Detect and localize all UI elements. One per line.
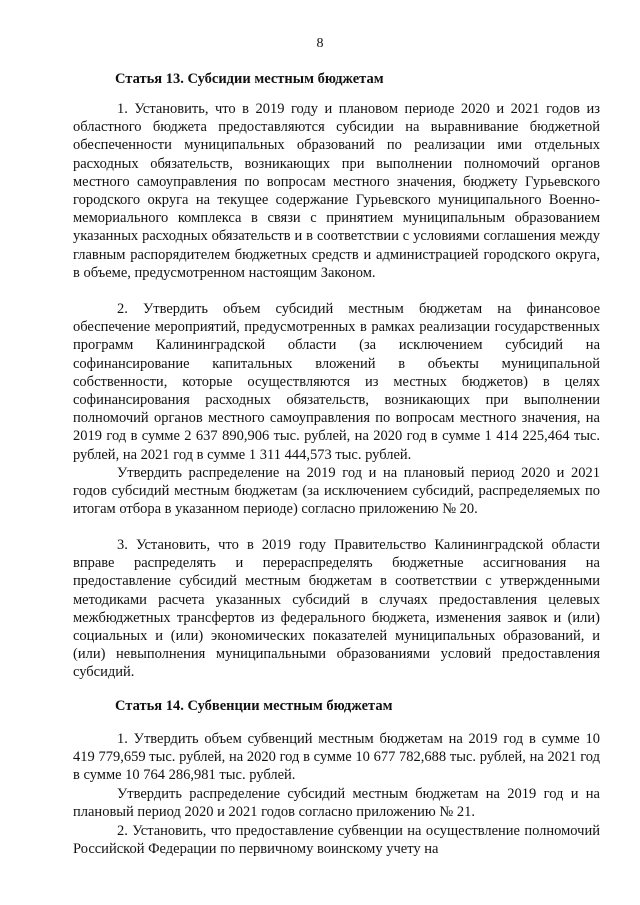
article-13-paragraph-2: 2. Утвердить объем субсидий местным бюджетам на финансовое обеспечение мероприятий, предусмотренных в рамках реализации государственных программ Калининградской области (за исключением субсидий на софинансирование капитальных вложений в объекты муниципальной собственности, которые осуществляются из местных бюджетов) в целях софинансирования расходных обязательств, возникающих при выполнении полномочий органов местного самоуправления по вопросам местного значения, на 2019 год в сумме 2 637 890,906 тыс. рублей, на 2020 год в сумме 1 414 225,464 тыс. рублей, на 2021 год в сумме 1 311 444,573 тыс. рублей.: [73, 301, 600, 463]
article-13-heading: Статья 13. Субсидии местным бюджетам: [115, 71, 384, 87]
article-13-paragraph-3: Утвердить распределение на 2019 год и на плановый период 2020 и 2021 годов субсидий местным бюджетам (за исключением субсидий, распределяемых по итогам отбора в указанном периоде) согласно приложению № 20.: [73, 465, 600, 518]
article-14-paragraph-3: 2. Установить, что предоставление субвенции на осуществление полномочий Российской Федерации по первичному воинскому учету на: [73, 823, 600, 858]
article-13-paragraph-1: 1. Установить, что в 2019 году и плановом периоде 2020 и 2021 годов из областного бюджета предоставляются субсидии на выравнивание бюджетной обеспеченности муниципальных образований по реализации ими отдельных расходных обязательств, возникающих при выполнении полномочий органов местного самоуправления по вопросам местного значения, бюджету Гурьевского городского округа на текущее содержание Гурьевского муниципального Военно-мемориального комплекса в связи с принятием муниципальным образованием указанных расходных обязательств и в соответствии с условиями соглашения между главным распорядителем бюджетных средств и администрацией городского округа, в объеме, предусмотренном настоящим Законом.: [73, 101, 600, 281]
article-14-heading: Статья 14. Субвенции местным бюджетам: [115, 698, 393, 714]
article-13-paragraph-4: 3. Установить, что в 2019 году Правительство Калининградской области вправе распределять и перераспределять бюджетные ассигнования на предоставление субсидий местным бюджетам в соответствии с утвержденными методиками расчета указанных субсидий в случаях предоставления целевых межбюджетных трансфертов из федерального бюджета, изменения заявок и (или) социальных и (или) экономических показателей муниципальных образований, и (или) невыполнения муниципальными образованиями условий предоставления субсидий.: [73, 537, 600, 681]
page-number: 8: [316, 36, 324, 51]
article-14-paragraph-2: Утвердить распределение субсидий местным бюджетам на 2019 год и на плановый период 2020 и 2021 годов согласно приложению № 21.: [73, 786, 600, 821]
article-14-paragraph-1: 1. Утвердить объем субвенций местным бюджетам на 2019 год в сумме 10 419 779,659 тыс. рублей, на 2020 год в сумме 10 677 782,688 тыс. рублей, на 2021 год в сумме 10 764 286,981 тыс. рублей.: [73, 731, 600, 784]
